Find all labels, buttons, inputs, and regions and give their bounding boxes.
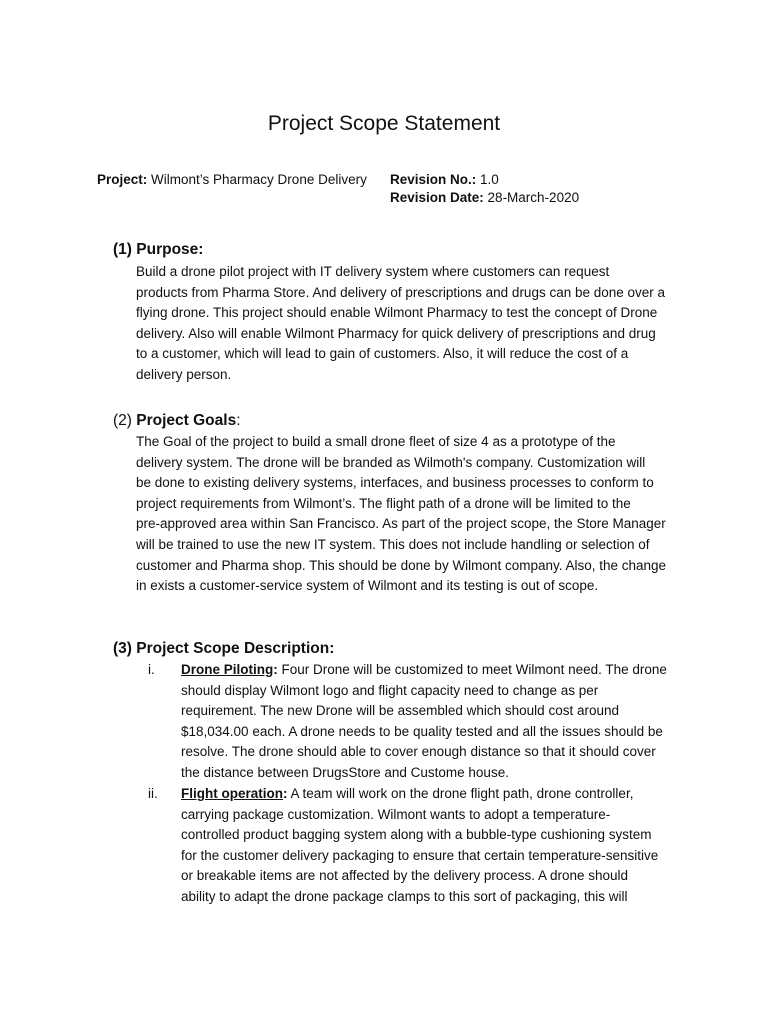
purpose-heading-text: Purpose: bbox=[136, 241, 204, 258]
paragraph-line: ability to adapt the drone package clamps to this sort of packaging, this will bbox=[181, 888, 628, 904]
purpose-number: (1) bbox=[113, 241, 132, 258]
goals-heading-text: Project Goals bbox=[136, 412, 237, 429]
revision-no-label: Revision No.: bbox=[390, 172, 477, 187]
paragraph-line: delivery. Also will enable Wilmont Pharmacy for quick delivery of prescriptions and drug bbox=[136, 325, 656, 341]
project-meta bbox=[97, 171, 367, 189]
item-first-line-text: A team will work on the drone flight path, drone controller, bbox=[287, 786, 634, 801]
document-title: Project Scope Statement bbox=[267, 112, 501, 135]
revision-date-value: 28-March-2020 bbox=[487, 190, 580, 205]
paragraph-line: to a customer, which will lead to gain of customers. Also, it will reduce the cost of a bbox=[136, 346, 629, 362]
paragraph-line: carrying package customization. Wilmont wants to adopt a temperature- bbox=[181, 806, 611, 822]
paragraph-line: The Goal of the project to build a small drone fleet of size 4 as a prototype of the bbox=[136, 434, 616, 449]
goals-heading-colon: : bbox=[236, 412, 241, 429]
item-first-line bbox=[181, 660, 701, 681]
item-label: Flight operation bbox=[181, 786, 283, 801]
revision-date-label: Revision Date: bbox=[390, 190, 484, 205]
paragraph-line: delivery system. The drone will be branded as Wilmoth's company. Customization will bbox=[136, 454, 646, 470]
goals-paragraph bbox=[136, 432, 696, 597]
paragraph-line: resolve. The drone should able to cover enough distance so that it should cover bbox=[181, 744, 656, 760]
paragraph-line: project requirements from Wilmont’s. The flight path of a drone will be limited to the bbox=[136, 495, 631, 511]
item-label-colon: : bbox=[273, 662, 278, 677]
paragraph-line: $18,034.00 each. A drone needs to be quality tested and all the issues should be bbox=[181, 723, 663, 739]
paragraph-line: pre-approved area within San Francisco. As part of the project scope, the Store Manager bbox=[136, 516, 666, 532]
paragraph-line: the distance between DrugsStore and Custome house. bbox=[181, 764, 509, 780]
revision-no-row bbox=[390, 171, 579, 189]
paragraph-line: controlled product bagging system along with a bubble-type cushioning system bbox=[181, 827, 652, 843]
goals-heading bbox=[113, 411, 241, 431]
paragraph-line: requirement. The new Drone will be assembled which should cost around bbox=[181, 703, 619, 719]
scope-heading bbox=[113, 639, 334, 659]
item-first-line-text: Four Drone will be customized to meet Wilmont need. The drone bbox=[277, 662, 667, 677]
scope-number: (3) bbox=[113, 640, 132, 657]
revision-no-value: 1.0 bbox=[480, 172, 499, 187]
paragraph-line: be done to existing delivery systems, interfaces, and business processes to conform to bbox=[136, 475, 654, 491]
paragraph-line: flying drone. This project should enable Wilmont Pharmacy to test the concept of Drone bbox=[136, 305, 658, 321]
purpose-heading bbox=[113, 240, 203, 260]
scope-item-number: ii. bbox=[148, 786, 158, 801]
paragraph-line: should display Wilmont logo and flight capacity need to change as per bbox=[181, 682, 599, 698]
revision-meta bbox=[390, 171, 579, 207]
paragraph-line: or breakable items are not affected by the delivery process. A drone should bbox=[181, 868, 629, 884]
goals-number: (2) bbox=[113, 412, 132, 429]
paragraph-line: for the customer delivery packaging to ensure that certain temperature-sensitive bbox=[181, 847, 659, 863]
revision-date-row bbox=[390, 189, 579, 207]
project-value: Wilmont’s Pharmacy Drone Delivery bbox=[151, 172, 367, 187]
paragraph-line: customer and Pharma shop. This should be done by Wilmont company. Also, the change bbox=[136, 557, 667, 573]
paragraph-line: in exists a customer-service system of Wilmont and its testing is out of scope. bbox=[136, 578, 599, 594]
paragraph-line: Build a drone pilot project with IT delivery system where customers can request bbox=[136, 264, 610, 279]
scope-item-drone-piloting bbox=[181, 660, 701, 784]
scope-heading-text: Project Scope Description: bbox=[136, 640, 335, 657]
project-label: Project: bbox=[97, 172, 148, 187]
item-label: Drone Piloting bbox=[181, 662, 274, 677]
paragraph-line: will be trained to use the new IT system. This does not include handling or selection of bbox=[136, 536, 650, 552]
purpose-paragraph bbox=[136, 262, 696, 386]
paragraph-line: products from Pharma Store. And delivery of prescriptions and drugs can be done over a bbox=[136, 284, 666, 300]
scope-item-number: i. bbox=[148, 662, 155, 677]
item-first-line bbox=[181, 784, 701, 805]
scope-item-flight-operation bbox=[181, 784, 701, 908]
paragraph-line: delivery person. bbox=[136, 366, 232, 382]
item-label-colon: : bbox=[283, 786, 288, 801]
